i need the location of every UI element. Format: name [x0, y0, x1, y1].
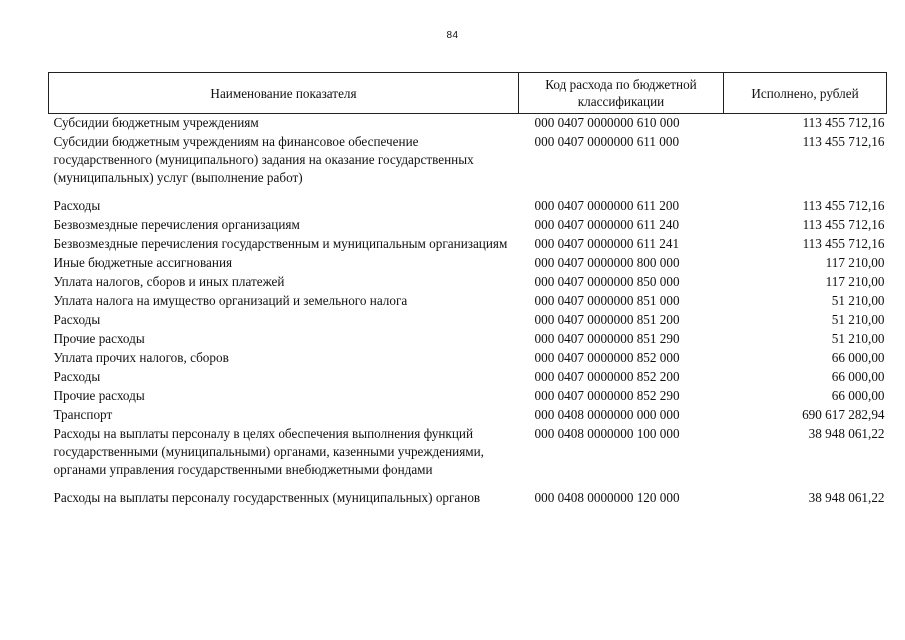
row-amount: 66 000,00 [831, 369, 885, 384]
row-amount: 51 210,00 [831, 331, 885, 346]
header-indicator-name: Наименование показателя [49, 73, 519, 114]
row-amount: 690 617 282,94 [802, 407, 885, 422]
row-code: 000 0407 0000000 851 000 [534, 293, 680, 308]
row-code: 000 0407 0000000 852 200 [534, 369, 680, 384]
budget-execution-table [48, 72, 887, 508]
header-budget-code: Код расхода по бюджетной классификации [519, 73, 724, 114]
row-amount: 113 455 712,16 [802, 236, 885, 251]
row-amount: 38 948 061,22 [808, 426, 885, 441]
row-name: Субсидии бюджетным учреждениям [53, 115, 259, 130]
row-amount: 113 455 712,16 [802, 217, 885, 232]
row-code: 000 0408 0000000 120 000 [534, 490, 680, 505]
row-code: 000 0407 0000000 852 290 [534, 388, 680, 403]
row-amount: 51 210,00 [831, 293, 885, 308]
row-code: 000 0407 0000000 851 290 [534, 331, 680, 346]
row-name: Расходы [53, 198, 101, 213]
table-row [49, 489, 887, 508]
row-name: Транспорт [53, 407, 113, 422]
row-code: 000 0407 0000000 800 000 [534, 255, 680, 270]
row-name: Прочие расходы [53, 388, 145, 403]
row-name: Прочие расходы [53, 331, 145, 346]
row-name: Уплата налогов, сборов и иных платежей [53, 274, 285, 289]
table-row [49, 387, 887, 406]
row-amount: 117 210,00 [825, 255, 885, 270]
row-name: Субсидии бюджетным учреждениям на финансовое обеспечение государственного (муниципального) задания на оказание государственных (муниципальных) услуг (выполнение работ) [53, 134, 474, 185]
row-code: 000 0407 0000000 850 000 [534, 274, 680, 289]
row-code: 000 0407 0000000 852 000 [534, 350, 680, 365]
page-number: 84 [446, 30, 459, 41]
row-name: Уплата налога на имущество организаций и земельного налога [53, 293, 408, 308]
table-row [49, 406, 887, 425]
row-amount: 51 210,00 [831, 312, 885, 327]
row-code: 000 0408 0000000 000 000 [534, 407, 680, 422]
row-name: Расходы [53, 369, 101, 384]
row-code: 000 0407 0000000 611 241 [534, 236, 680, 251]
row-amount: 113 455 712,16 [802, 198, 885, 213]
row-code: 000 0407 0000000 851 200 [534, 312, 680, 327]
table-row [49, 133, 887, 197]
row-name: Расходы на выплаты персоналу государственных (муниципальных) органов [53, 490, 481, 505]
row-amount: 66 000,00 [831, 388, 885, 403]
row-name: Безвозмездные перечисления организациям [53, 217, 300, 232]
table-row [49, 114, 887, 134]
row-code: 000 0407 0000000 611 240 [534, 217, 680, 232]
table-header-row [49, 73, 887, 114]
row-code: 000 0408 0000000 100 000 [534, 426, 680, 441]
row-code: 000 0407 0000000 611 200 [534, 198, 680, 213]
row-amount: 38 948 061,22 [808, 490, 885, 505]
row-amount: 117 210,00 [825, 274, 885, 289]
row-name: Иные бюджетные ассигнования [53, 255, 233, 270]
table-row [49, 330, 887, 349]
table-row [49, 349, 887, 368]
row-code: 000 0407 0000000 610 000 [534, 115, 680, 130]
row-code: 000 0407 0000000 611 000 [534, 134, 680, 149]
table-row [49, 292, 887, 311]
row-amount: 113 455 712,16 [802, 115, 885, 130]
table-row [49, 425, 887, 489]
row-amount: 113 455 712,16 [802, 134, 885, 149]
table-row [49, 216, 887, 235]
row-name: Расходы на выплаты персоналу в целях обеспечения выполнения функций государственными (муниципальными) органами, казенными учреждениями, органами управления государственными внебюджетными фондами [53, 426, 484, 477]
table-row [49, 273, 887, 292]
table-row [49, 254, 887, 273]
row-name: Безвозмездные перечисления государственным и муниципальным организациям [53, 236, 508, 251]
table-row [49, 197, 887, 216]
table-row [49, 311, 887, 330]
row-amount: 66 000,00 [831, 350, 885, 365]
row-name: Уплата прочих налогов, сборов [53, 350, 229, 365]
table-row [49, 368, 887, 387]
row-name: Расходы [53, 312, 101, 327]
header-amount-executed: Исполнено, рублей [724, 73, 887, 114]
table-row [49, 235, 887, 254]
